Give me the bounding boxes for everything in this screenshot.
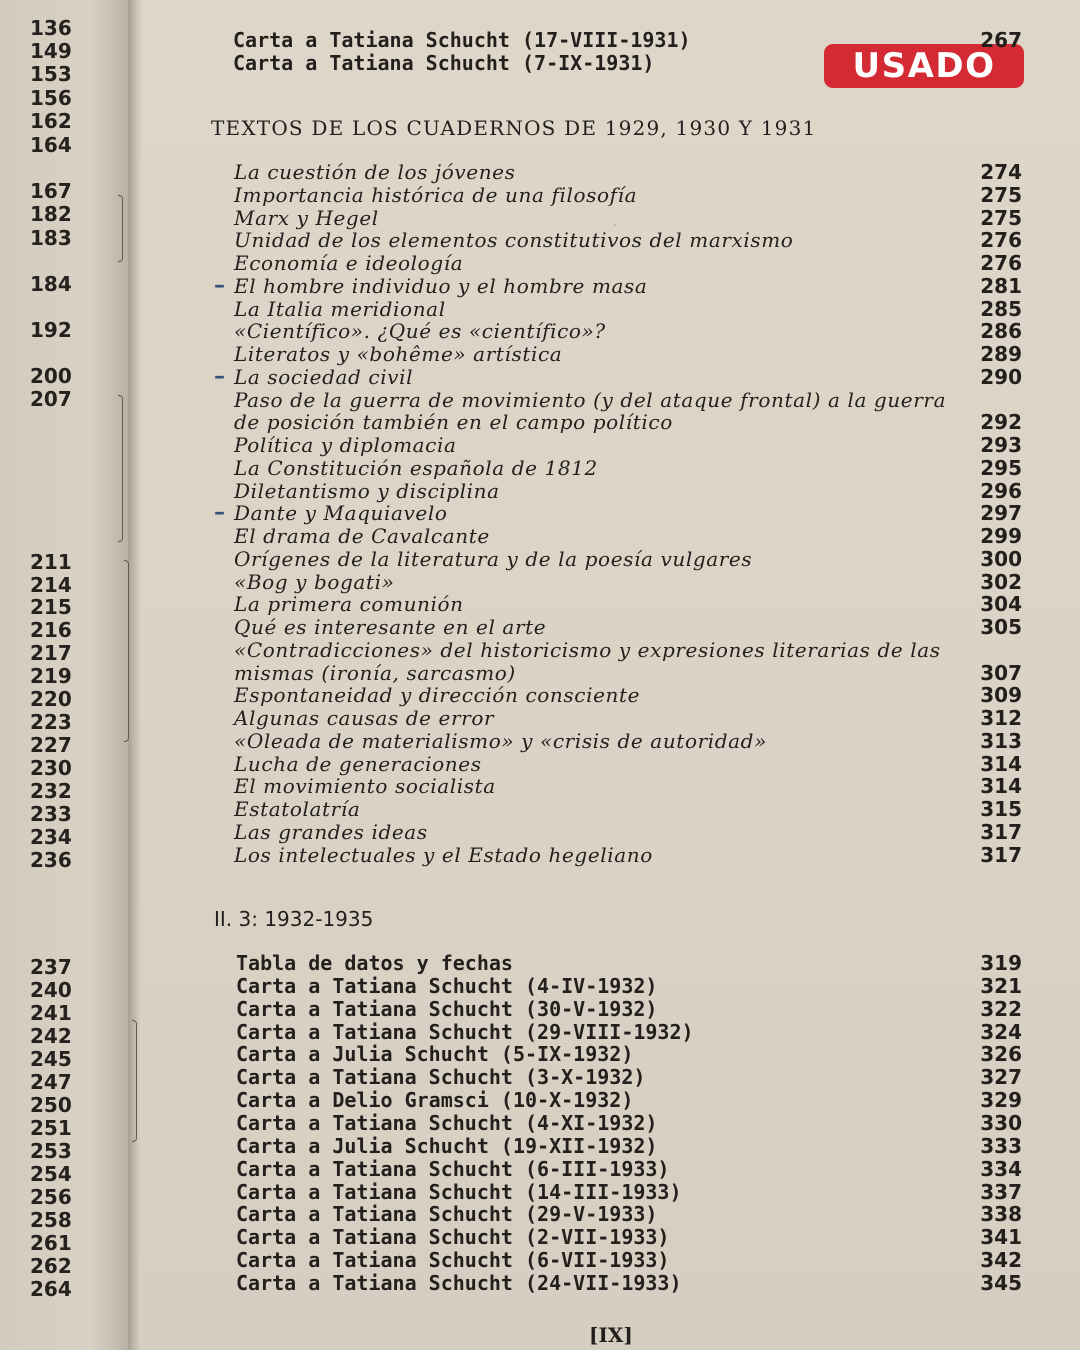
toc-entry-title: Importancia histórica de una filosofía — [234, 182, 638, 207]
left-page-number: 227 — [30, 733, 72, 757]
toc-entry-title: La cuestión de los jóvenes — [234, 160, 516, 184]
toc-entry-page: 297 — [980, 501, 1022, 526]
left-page-number: 245 — [30, 1047, 72, 1071]
left-page-number: 214 — [30, 573, 72, 597]
toc-entry-title: «Contradicciones» del historicismo y expresiones literarias de las — [234, 637, 941, 662]
left-page-number: 215 — [30, 595, 72, 619]
left-page-number: 184 — [30, 272, 72, 296]
toc-entry-title: El movimiento socialista — [234, 774, 496, 799]
toc-entry-title: Espontaneidad y dirección consciente — [234, 683, 641, 708]
pencil-bracket-mark — [124, 560, 129, 742]
toc-entry-page: 315 — [980, 797, 1022, 821]
toc-entry-title: Economía e ideología — [234, 251, 464, 275]
toc-entry-page: 313 — [980, 728, 1022, 753]
toc-entry-page: 333 — [980, 1133, 1022, 1158]
left-page-number: 230 — [30, 756, 72, 780]
toc-entry-page: 322 — [980, 996, 1022, 1021]
toc-entry-page: 327 — [980, 1065, 1022, 1090]
toc-entry-page: 317 — [980, 842, 1022, 867]
pen-dash-mark: – — [214, 499, 225, 526]
book-gutter — [128, 0, 142, 1350]
used-badge: USADO — [824, 44, 1024, 88]
toc-entry-page: 330 — [980, 1110, 1022, 1135]
left-page-number: 233 — [30, 802, 72, 826]
toc-entry-title: Algunas causas de error — [234, 706, 495, 730]
left-page-number: 234 — [30, 825, 72, 849]
toc-entry-title: Estatolatría — [234, 797, 361, 821]
pen-dash-mark: – — [214, 271, 225, 298]
toc-entry-title: Carta a Delio Gramsci (10-X-1932) — [236, 1088, 634, 1113]
toc-entry-title: Diletantismo y disciplina — [234, 478, 500, 503]
toc-entry-title: La primera comunión — [234, 592, 464, 617]
toc-entry-title: Carta a Tatiana Schucht (14-III-1933) — [236, 1179, 682, 1204]
toc-entry-page: 309 — [980, 683, 1022, 708]
toc-entry-title: Carta a Tatiana Schucht (4-XI-1932) — [236, 1110, 658, 1135]
toc-entry-page: 276 — [980, 228, 1022, 253]
section-heading-1932-1935: II. 3: 1932-1935 — [214, 907, 374, 931]
toc-entry-title: Los intelectuales y el Estado hegeliano — [234, 842, 653, 867]
toc-entry-page: 290 — [980, 364, 1022, 389]
toc-entry-page: 319 — [980, 951, 1022, 975]
toc-entry-page: 304 — [980, 592, 1022, 617]
toc-entry-title: «Bog y bogati» — [234, 569, 395, 594]
toc-entry-page: 329 — [980, 1088, 1022, 1113]
left-page-number: 240 — [30, 978, 72, 1002]
left-page-number: 247 — [30, 1070, 72, 1094]
toc-entry-page: 341 — [980, 1225, 1022, 1250]
left-page-number: 220 — [30, 687, 72, 711]
toc-entry-page: 274 — [980, 160, 1022, 184]
left-page-number: 232 — [30, 779, 72, 803]
toc-entry-page: 307 — [980, 660, 1022, 685]
toc-entry-page: 292 — [980, 410, 1022, 435]
toc-entry-title: Carta a Tatiana Schucht (7-IX-1931) — [233, 51, 655, 75]
toc-entry-title: Tabla de datos y fechas — [236, 951, 513, 975]
left-page-number: 236 — [30, 848, 72, 872]
toc-entry-title: Carta a Tatiana Schucht (30-V-1932) — [236, 996, 658, 1021]
toc-entry-title: «Oleada de materialismo» y «crisis de autoridad» — [234, 728, 767, 753]
toc-entry-title: Carta a Tatiana Schucht (4-IV-1932) — [236, 973, 658, 998]
toc-entry-title: de posición también en el campo político — [234, 410, 673, 435]
left-page-number: 261 — [30, 1231, 72, 1255]
left-page-number: 200 — [30, 364, 72, 388]
toc-entry-title: mismas (ironía, sarcasmo) — [234, 660, 516, 685]
toc-entry-title: Carta a Tatiana Schucht (24-VII-1933) — [236, 1270, 682, 1295]
toc-entry-page: 281 — [980, 273, 1022, 298]
pencil-bracket-mark — [118, 195, 123, 262]
left-page-number: 254 — [30, 1162, 72, 1186]
left-page-number: 223 — [30, 710, 72, 734]
left-page-number: 192 — [30, 318, 72, 342]
left-page-number: 182 — [30, 202, 72, 226]
toc-entry-page: 299 — [980, 524, 1022, 548]
toc-entry-page: 321 — [980, 973, 1022, 998]
toc-entry-page: 296 — [980, 478, 1022, 503]
pencil-bracket-mark — [118, 395, 123, 542]
toc-entry-page: 312 — [980, 706, 1022, 730]
toc-entry-page: 302 — [980, 569, 1022, 594]
toc-entry-title: Política y diplomacia — [234, 433, 457, 457]
toc-entry-page: 317 — [980, 819, 1022, 844]
left-page-number: 207 — [30, 387, 72, 411]
toc-entry-page: 275 — [980, 182, 1022, 207]
left-page-number: 217 — [30, 641, 72, 665]
page-number-footer: [IX] — [589, 1323, 633, 1347]
toc-entry-page: 326 — [980, 1042, 1022, 1067]
toc-entry-page: 305 — [980, 615, 1022, 639]
left-page-number: 162 — [30, 109, 72, 133]
toc-entry-page: 337 — [980, 1179, 1022, 1204]
toc-entry-page: 276 — [980, 251, 1022, 275]
left-page-number: 258 — [30, 1208, 72, 1232]
toc-entry-page: 345 — [980, 1270, 1022, 1295]
left-page-number: 241 — [30, 1001, 72, 1025]
toc-entry-title: Dante y Maquiavelo — [234, 501, 448, 526]
toc-entry-title: El drama de Cavalcante — [234, 524, 490, 548]
pen-dash-mark: – — [214, 362, 225, 389]
left-page-number: 149 — [30, 39, 72, 63]
left-page-number: 216 — [30, 618, 72, 642]
toc-entry-page: 286 — [980, 319, 1022, 344]
toc-entry-title: Carta a Tatiana Schucht (6-VII-1933) — [236, 1248, 670, 1273]
toc-entry-page: 334 — [980, 1156, 1022, 1181]
toc-entry-title: Unidad de los elementos constitutivos del marxismo — [234, 228, 794, 253]
toc-entry-title: Lucha de generaciones — [234, 751, 482, 776]
toc-entry-page: 289 — [980, 342, 1022, 366]
left-page-number: 183 — [30, 226, 72, 250]
toc-entry-title: Carta a Tatiana Schucht (6-III-1933) — [236, 1156, 670, 1181]
toc-entry-title: La Constitución española de 1812 — [234, 455, 598, 480]
toc-entry-title: Marx y Hegel — [234, 205, 379, 230]
toc-entry-title: El hombre individuo y el hombre masa — [234, 273, 648, 298]
pencil-bracket-mark — [132, 1020, 137, 1142]
left-page-number: 219 — [30, 664, 72, 688]
left-page-number: 167 — [30, 179, 72, 203]
toc-entry-title: Literatos y «bohême» artística — [234, 342, 563, 366]
toc-entry-title: «Científico». ¿Qué es «científico»? — [234, 319, 606, 344]
toc-entry-page: 295 — [980, 455, 1022, 480]
toc-entry-title: Paso de la guerra de movimiento (y del ataque frontal) a la guerra — [234, 387, 947, 412]
left-page-number: 256 — [30, 1185, 72, 1209]
left-page-number: 253 — [30, 1139, 72, 1163]
left-page-number: 153 — [30, 62, 72, 86]
left-page-number: 242 — [30, 1024, 72, 1048]
toc-entry-title: Las grandes ideas — [234, 819, 428, 844]
toc-entry-page: 324 — [980, 1019, 1022, 1044]
toc-entry-page: 293 — [980, 433, 1022, 457]
toc-entry-title: Qué es interesante en el arte — [234, 615, 547, 639]
left-page-number: 262 — [30, 1254, 72, 1278]
toc-entry-title: Carta a Julia Schucht (5-IX-1932) — [236, 1042, 634, 1067]
left-page-number: 211 — [30, 550, 72, 574]
toc-entry-page: 314 — [980, 774, 1022, 799]
toc-entry-title: La Italia meridional — [234, 296, 446, 321]
toc-entry-page: 314 — [980, 751, 1022, 776]
toc-entry-page: 342 — [980, 1248, 1022, 1273]
left-page-number: 237 — [30, 955, 72, 979]
left-page-number: 264 — [30, 1277, 72, 1301]
toc-entry-title: La sociedad civil — [234, 364, 414, 389]
toc-entry-page: 300 — [980, 546, 1022, 571]
left-page-number: 164 — [30, 133, 72, 157]
toc-entry-title: Carta a Tatiana Schucht (17-VIII-1931) — [233, 28, 691, 52]
toc-entry-title: Carta a Tatiana Schucht (2-VII-1933) — [236, 1225, 670, 1250]
left-page-number: 136 — [30, 16, 72, 40]
section-heading-cuadernos: TEXTOS DE LOS CUADERNOS DE 1929, 1930 Y 1931 — [211, 116, 817, 140]
toc-entry-title: Carta a Tatiana Schucht (29-V-1933) — [236, 1202, 658, 1227]
left-page-number: 251 — [30, 1116, 72, 1140]
left-page-number: 250 — [30, 1093, 72, 1117]
toc-entry-page: 267 — [980, 28, 1022, 52]
toc-entry-title: Carta a Tatiana Schucht (29-VIII-1932) — [236, 1019, 694, 1044]
toc-entry-title: Carta a Julia Schucht (19-XII-1932) — [236, 1133, 658, 1158]
toc-entry-page: 275 — [980, 205, 1022, 230]
toc-entry-title: Carta a Tatiana Schucht (3-X-1932) — [236, 1065, 646, 1090]
bleed-through-text: . — [612, 210, 618, 231]
left-page-number: 156 — [30, 86, 72, 110]
toc-entry-page: 285 — [980, 296, 1022, 321]
toc-entry-title: Orígenes de la literatura y de la poesía vulgares — [234, 546, 753, 571]
toc-entry-page: 338 — [980, 1202, 1022, 1227]
